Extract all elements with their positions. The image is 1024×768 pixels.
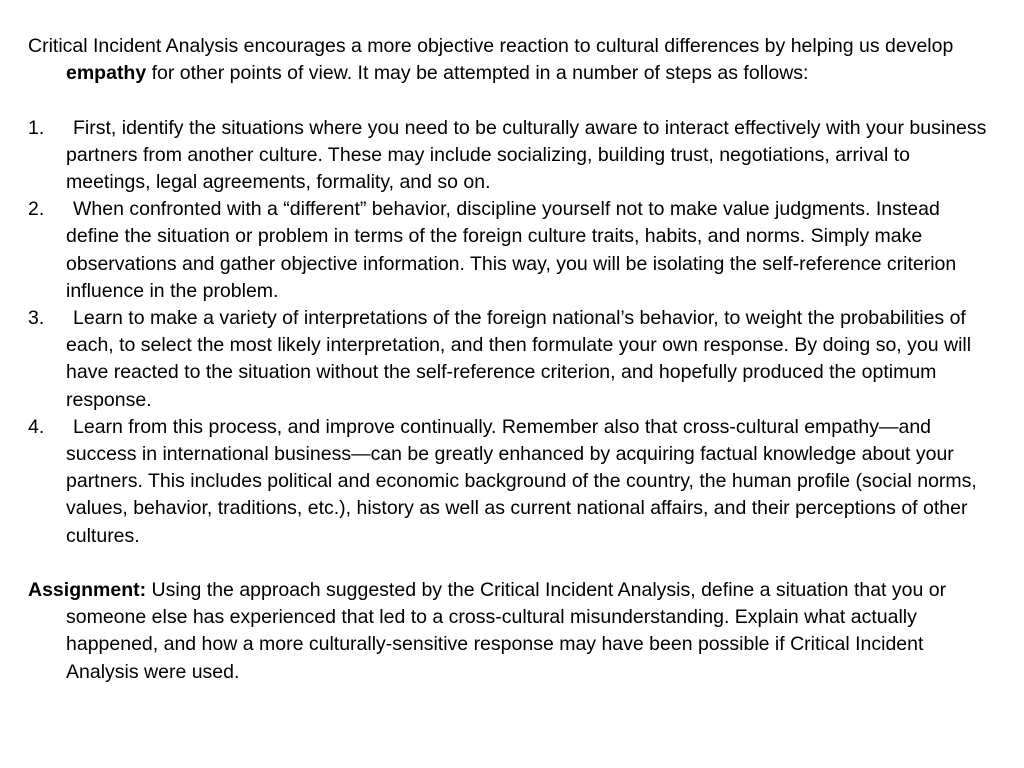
list-item-step-1 [28,115,988,197]
step-number: 1. [28,116,45,139]
list-item-step-4 [28,414,988,550]
assignment-label: Assignment: [28,579,147,602]
intro-text-before: Critical Incident Analysis encourages a more objective reaction to cultural differences by helping us develop [28,35,954,57]
step-text: Learn to make a variety of interpretations of the foreign national’s behavior, to weight the probabilities of each, to select the most likely interpretation, and then formulate your own response. By doing so, you will have reacted to the situation without the self-reference criterion, and hopefully produced the optimum response. [66,307,972,411]
spacer [28,87,988,114]
slide-body [28,33,988,686]
assignment-paragraph [28,577,988,686]
spacer [28,550,988,577]
step-number: 3. [28,307,45,330]
steps-list [28,115,988,550]
step-text: Learn from this process, and improve continually. Remember also that cross-cultural empathy—and success in international business—can be greatly enhanced by acquiring factual knowledge about your partners. This includes political and economic background of the country, the human profile (social norms, values, behavior, traditions, etc.), history as well as current national affairs, and their perceptions of other cultures. [66,415,977,547]
assignment-text: Using the approach suggested by the Critical Incident Analysis, define a situation that you or someone else has experienced that led to a cross-cultural misunderstanding. Explain what actually happened, and how a more culturally-sensitive response may have been possible if Critical Incident Analysis were used. [66,579,947,683]
step-number: 2. [28,198,45,221]
step-text: When confronted with a “different” behavior, discipline yourself not to make value judgments. Instead define the situation or problem in terms of the foreign culture traits, habits, and norms. Simply make observations and gather objective information. This way, you will be isolating the self-reference criterion influence in the problem. [66,198,957,302]
list-item-step-3 [28,305,988,414]
intro-paragraph [28,33,988,87]
step-number: 4. [28,415,45,438]
list-item-step-2 [28,196,988,305]
intro-text-after: for other points of view. It may be attempted in a number of steps as follows: [146,62,809,85]
intro-emphasis: empathy [66,62,147,85]
step-text: First, identify the situations where you need to be culturally aware to interact effectively with your business partners from another culture. These may include socializing, building trust, negotiations, arrival to meetings, legal agreements, formality, and so on. [66,116,987,193]
